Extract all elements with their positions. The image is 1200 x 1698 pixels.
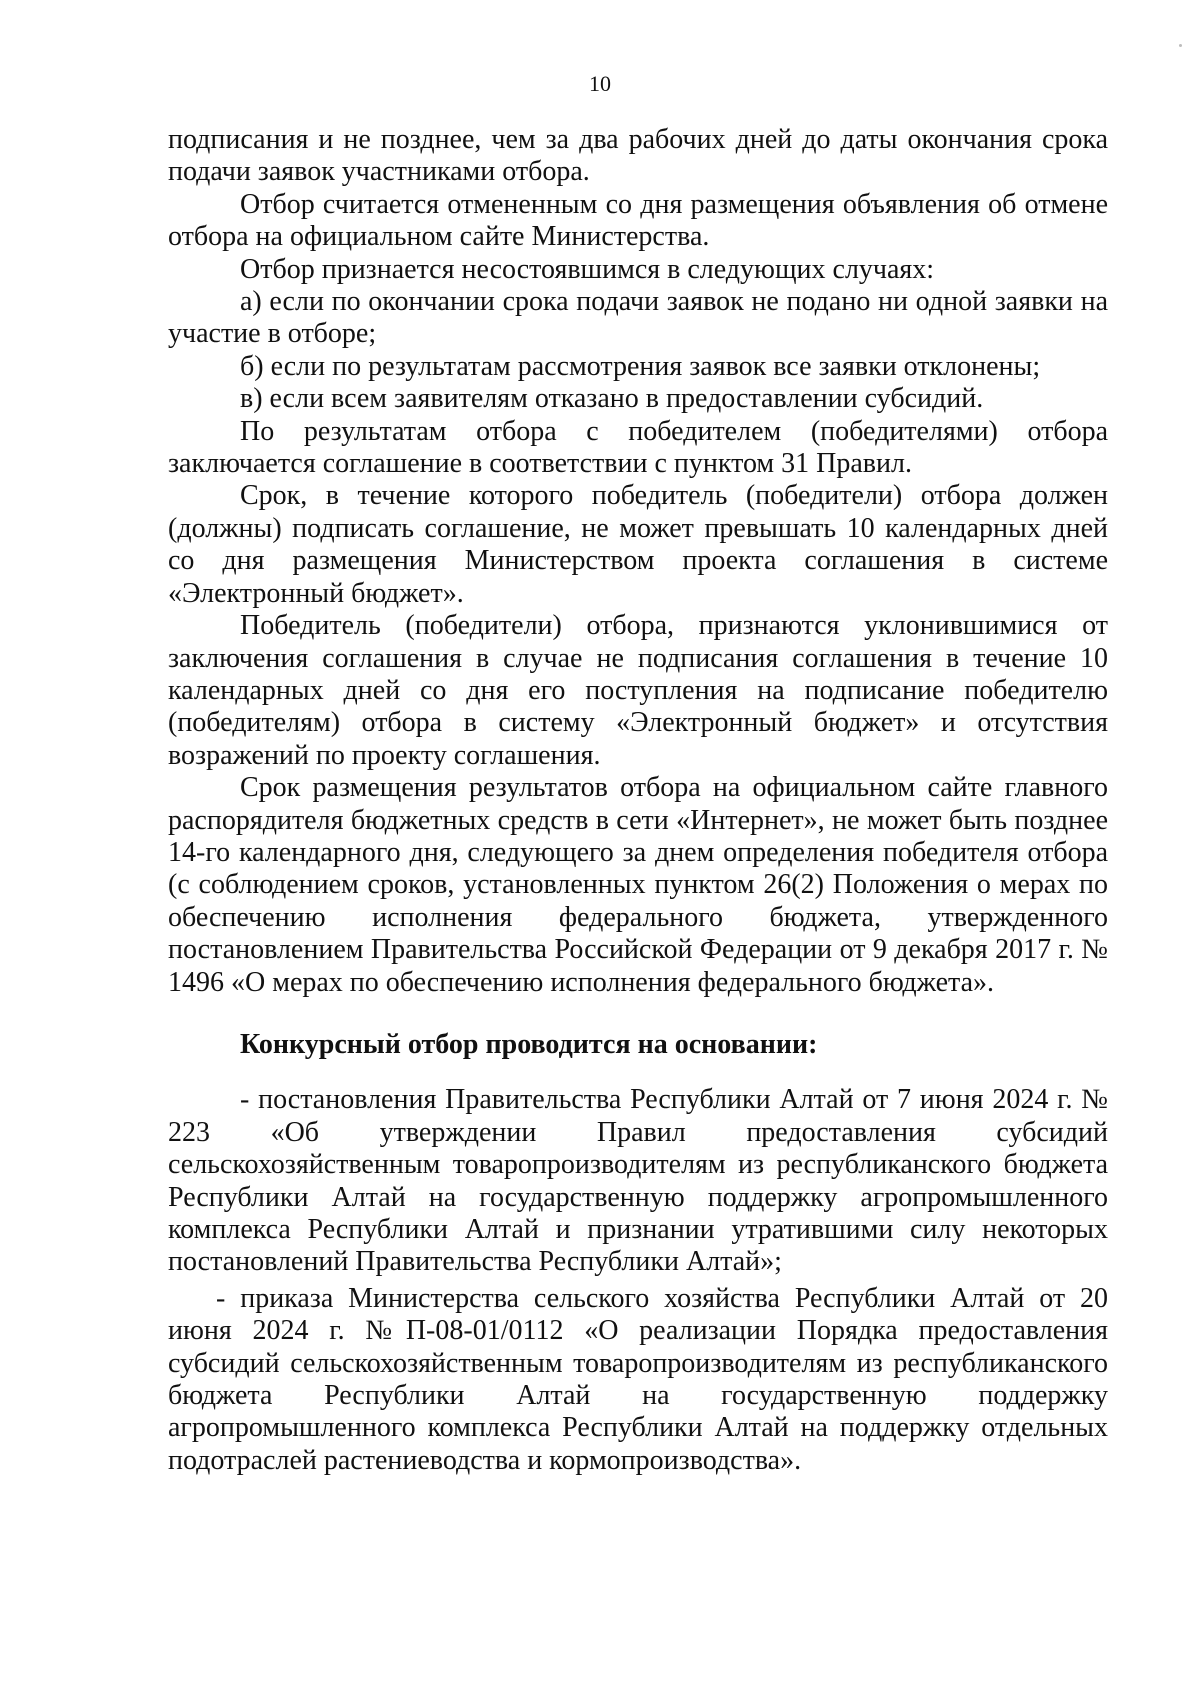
paragraph-agreement: По результатам отбора с победителем (победителями) отбора заключается соглашение в соответствии с пунктом 31 Правил. — [168, 415, 1108, 480]
paragraph-continuation: подписания и не позднее, чем за два рабочих дней до даты окончания срока подачи заявок участниками отбора. — [168, 124, 1108, 188]
basis-item-resolution: - постановления Правительства Республики Алтай от 7 июня 2024 г. № 223 «Об утверждении Правил предоставления субсидий сельскохозяйственным товаропроизводителям из республиканского бюджета Республики Алтай на государственную поддержку агропромышленного комплекса Республики Алтай и признании утратившими силу некоторых постановлений Правительства Республики Алтай»; — [168, 1084, 1108, 1278]
paragraph-signing-term: Срок, в течение которого победитель (победители) отбора должен (должны) подписать соглашение, не может превышать 10 календарных дней со дня размещения Министерством проекта соглашения в системе «Электронный бюджет». — [168, 480, 1108, 609]
basis-item-order: - приказа Министерства сельского хозяйства Республики Алтай от 20 июня 2024 г. №П-08-01/0112 «О реализации Порядка предоставления субсидий сельскохозяйственным товаропроизводителям из республиканского бюджета Республики Алтай на государственную поддержку агропромышленного комплекса Республики Алтай на поддержку отдельных подотраслей растениеводства и кормопроизводства». — [168, 1282, 1108, 1476]
document-body — [168, 124, 1108, 1477]
scan-speck — [1179, 44, 1182, 47]
list-item-b: б) если по результатам рассмотрения заявок все заявки отклонены; — [240, 350, 1041, 382]
page-number: 10 — [589, 71, 611, 96]
section-heading: Конкурсный отбор проводится на основании: — [240, 1028, 818, 1060]
list-item-c: в) если всем заявителям отказано в предоставлении субсидий. — [240, 383, 984, 415]
paragraph-results-publication: Срок размещения результатов отбора на официальном сайте главного распорядителя бюджетных средств в сети «Интернет», не может быть позднее 14-го календарного дня, следующего за днем определения победителя отбора (с соблюдением сроков, установленных пунктом 26(2) Положения о мерах по обеспечению исполнения федерального бюджета, утвержденного постановлением Правительства Российской Федерации от 9 декабря 2017 г. № 1496 «О мерах по обеспечению исполнения федерального бюджета». — [168, 772, 1108, 998]
paragraph-evasion: Победитель (победители) отбора, признаются уклонившимися от заключения соглашения в случае не подписания соглашения в течение 10 календарных дней со дня его поступления на подписание победителю (победителям) отбора в систему «Электронный бюджет» и отсутствия возражений по проекту соглашения. — [168, 610, 1108, 771]
paragraph-cancellation: Отбор считается отмененным со дня размещения объявления об отмене отбора на официальном сайте Министерства. — [168, 188, 1108, 253]
paragraph-failed-selection: Отбор признается несостоявшимся в следующих случаях: — [240, 253, 935, 285]
list-item-a: а) если по окончании срока подачи заявок не подано ни одной заявки на участие в отборе; — [168, 286, 1108, 350]
